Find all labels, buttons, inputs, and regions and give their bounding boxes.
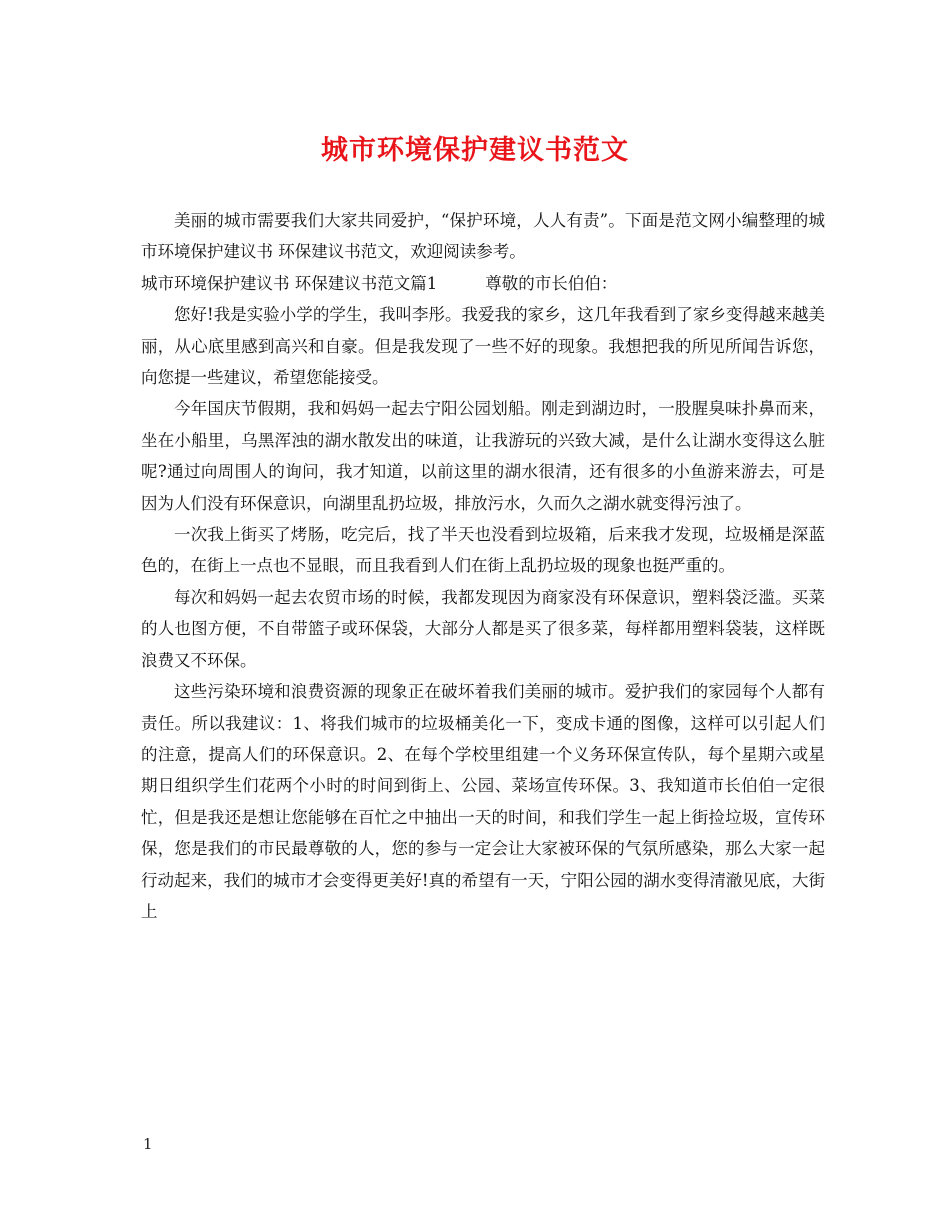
section-heading-line	[141, 268, 825, 299]
intro-paragraph: 美丽的城市需要我们大家共同爱护，“保护环境，人人有责”。下面是范文网小编整理的城市环境保护建议书 环保建议书范文，欢迎阅读参考。	[141, 211, 825, 262]
section-heading: 城市环境保护建议书 环保建议书范文篇1	[141, 273, 438, 293]
body-paragraph: 这些污染环境和浪费资源的现象正在破坏着我们美丽的城市。爱护我们的家园每个人都有责任。所以我建议：1、将我们城市的垃圾桶美化一下，变成卡通的图像，这样可以引起人们的注意，提高人们的环保意识。2、在每个学校里组建一个义务环保宣传队，每个星期六或星期日组织学生们花两个小时的时间到街上、公园、菜场宣传环保。3、我知道市长伯伯一定很忙，但是我还是想让您能够在百忙之中抽出一天的时间，和我们学生一起上街捡垃圾，宣传环保，您是我们的市民最尊敬的人，您的参与一定会让大家被环保的气氛所感染，那么大家一起行动起来，我们的城市才会变得更美好!真的希望有一天，宁阳公园的湖水变得清澈见底，大街上	[141, 682, 825, 921]
document-title: 城市环境保护建议书范文	[321, 135, 629, 166]
body-paragraph: 今年国庆节假期，我和妈妈一起去宁阳公园划船。刚走到湖边时，一股腥臭味扑鼻而来，坐在小船里，乌黑浑浊的湖水散发出的味道，让我游玩的兴致大减，是什么让湖水变得这么脏呢?通过向周围人的询问，我才知道，以前这里的湖水很清，还有很多的小鱼游来游去，可是因为人们没有环保意识，向湖里乱扔垃圾，排放污水，久而久之湖水就变得污浊了。	[141, 399, 825, 513]
document-body	[141, 205, 825, 927]
salutation: 尊敬的市长伯伯：	[485, 273, 618, 293]
body-paragraph: 您好!我是实验小学的学生，我叫李彤。我爱我的家乡，这几年我看到了家乡变得越来越美丽，从心底里感到高兴和自豪。但是我发现了一些不好的现象。我想把我的所见所闻告诉您，向您提一些建议，希望您能接受。	[141, 305, 825, 388]
body-paragraph: 每次和妈妈一起去农贸市场的时候，我都发现因为商家没有环保意识，塑料袋泛滥。买菜的人也图方便，不自带篮子或环保袋，大部分人都是买了很多菜，每样都用塑料袋装，这样既浪费又不环保。	[141, 587, 825, 670]
page-number: 1	[143, 1135, 153, 1153]
body-paragraph: 一次我上街买了烤肠，吃完后，找了半天也没看到垃圾箱，后来我才发现，垃圾桶是深蓝色的，在街上一点也不显眼，而且我看到人们在街上乱扔垃圾的现象也挺严重的。	[141, 525, 825, 576]
